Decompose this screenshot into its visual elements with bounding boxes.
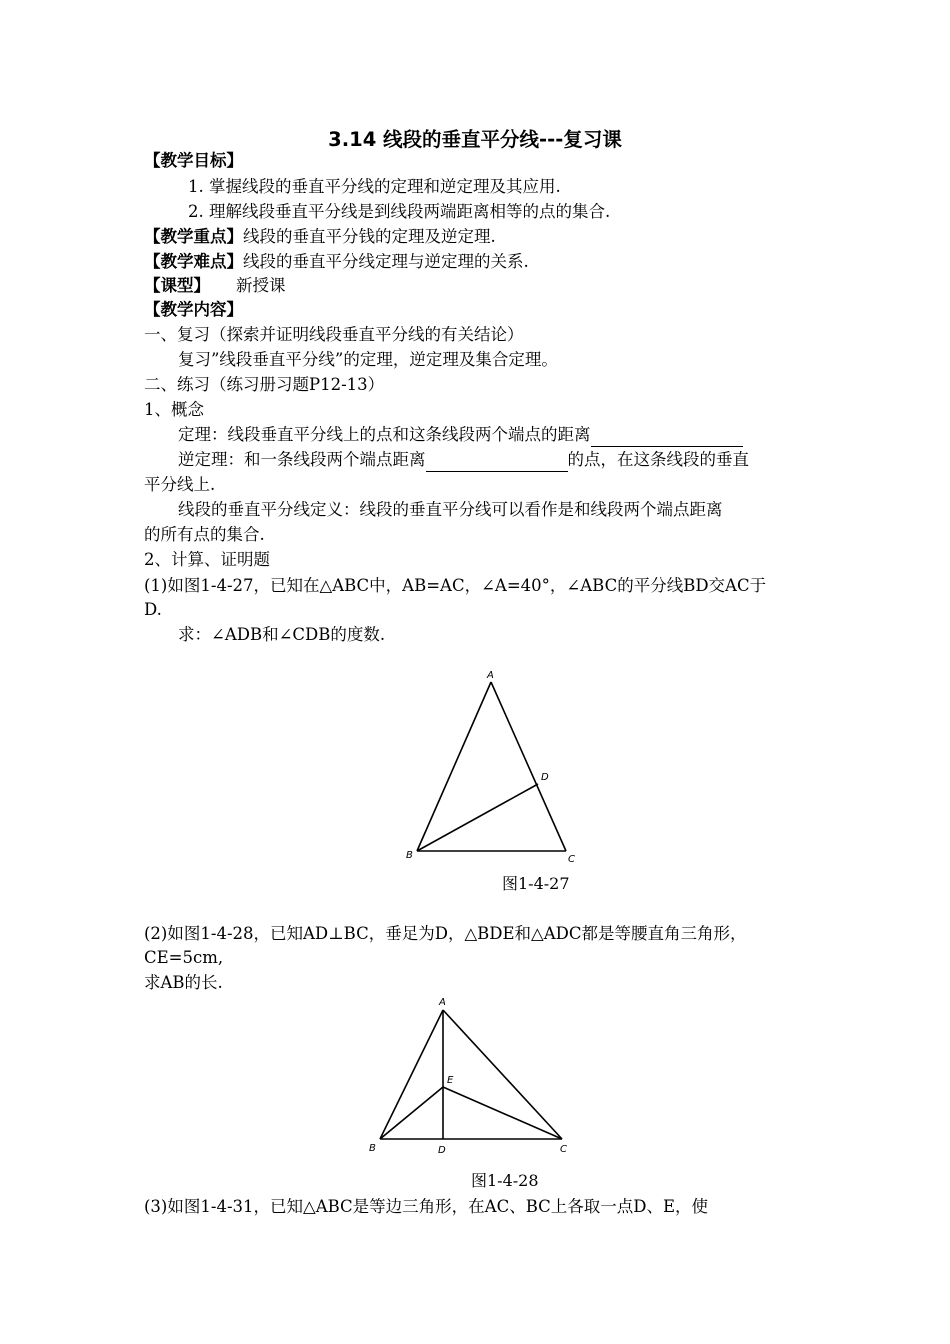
converse-text-b: 的点，在这条线段的垂直 [567, 450, 749, 469]
review-heading: 一、复习（探索并证明线段垂直平分线的有关结论） [144, 325, 524, 344]
practice-heading: 二、练习（练习册习题P12-13） [144, 375, 385, 394]
fig2-label-d: D [438, 1145, 446, 1156]
key-point-heading: 【教学重点】 [144, 227, 243, 246]
segment-ac [491, 682, 566, 851]
lesson-type-heading: 【课型】 [144, 276, 210, 295]
content-heading: 【教学内容】 [144, 300, 243, 319]
segment-ab [380, 1010, 443, 1139]
problem-1-line-3: 求：∠ADB和∠CDB的度数. [178, 625, 386, 644]
review-text: 复习”线段垂直平分线”的定理，逆定理及集合定理。 [178, 350, 558, 369]
page-title: 3.14 线段的垂直平分线---复习课 [328, 128, 622, 151]
segment-ec [443, 1087, 562, 1139]
problem-1-line-1: (1)如图1-4-27，已知在△ABC中，AB=AC，∠A=40°，∠ABC的平分线BD交AC于 [144, 576, 767, 595]
concept-heading: 1、概念 [144, 400, 204, 419]
fig1-label-d: D [541, 772, 549, 783]
fig2-label-c: C [560, 1144, 567, 1155]
converse-text-a: 逆定理：和一条线段两个端点距离 [178, 450, 426, 469]
fig1-label-a: A [487, 670, 494, 681]
figure-1-4-28 [380, 1010, 562, 1139]
theorem-text: 定理：线段垂直平分线上的点和这条线段两个端点的距离 [178, 425, 591, 444]
figure-1-4-27 [417, 682, 566, 851]
difficulty-text: 线段的垂直平分线定理与逆定理的关系. [243, 252, 529, 271]
fig2-label-e: E [447, 1075, 454, 1086]
fig2-label-a: A [439, 997, 446, 1008]
segment-ab [417, 682, 491, 851]
goal-item-2: 2. 理解线段垂直平分线是到线段两端距离相等的点的集合. [188, 202, 611, 221]
problems-heading: 2、计算、证明题 [144, 550, 270, 569]
figure-2-caption: 图1-4-28 [471, 1171, 539, 1190]
goals-heading: 【教学目标】 [144, 151, 243, 170]
fig2-label-b: B [369, 1143, 376, 1154]
definition-text-a: 线段的垂直平分线定义：线段的垂直平分线可以看作是和线段两个端点距离 [178, 500, 723, 519]
fig1-label-b: B [406, 850, 413, 861]
problem-2-line-2: CE=5cm, [144, 948, 224, 967]
segment-bd [417, 784, 538, 851]
fig1-label-c: C [568, 854, 575, 865]
lesson-type-text: 新授课 [236, 276, 286, 295]
figure-1-caption: 图1-4-27 [502, 874, 570, 893]
segment-be [380, 1087, 443, 1139]
problem-1-line-2: D. [144, 600, 162, 619]
key-point-text: 线段的垂直平分钱的定理及逆定理. [243, 227, 496, 246]
problem-3-line-1: (3)如图1-4-31，已知△ABC是等边三角形，在AC、BC上各取一点D、E，使 [144, 1197, 709, 1216]
problem-2-line-1: (2)如图1-4-28，已知AD⊥BC，垂足为D，△BDE和△ADC都是等腰直角三角形， [144, 924, 747, 943]
definition-text-b: 的所有点的集合. [144, 525, 265, 544]
difficulty-heading: 【教学难点】 [144, 252, 243, 271]
problem-2-line-3: 求AB的长. [144, 973, 223, 992]
converse-text-c: 平分线上. [144, 475, 216, 494]
segment-ac [443, 1010, 562, 1139]
goal-item-1: 1. 掌握线段的垂直平分线的定理和逆定理及其应用. [188, 177, 561, 196]
